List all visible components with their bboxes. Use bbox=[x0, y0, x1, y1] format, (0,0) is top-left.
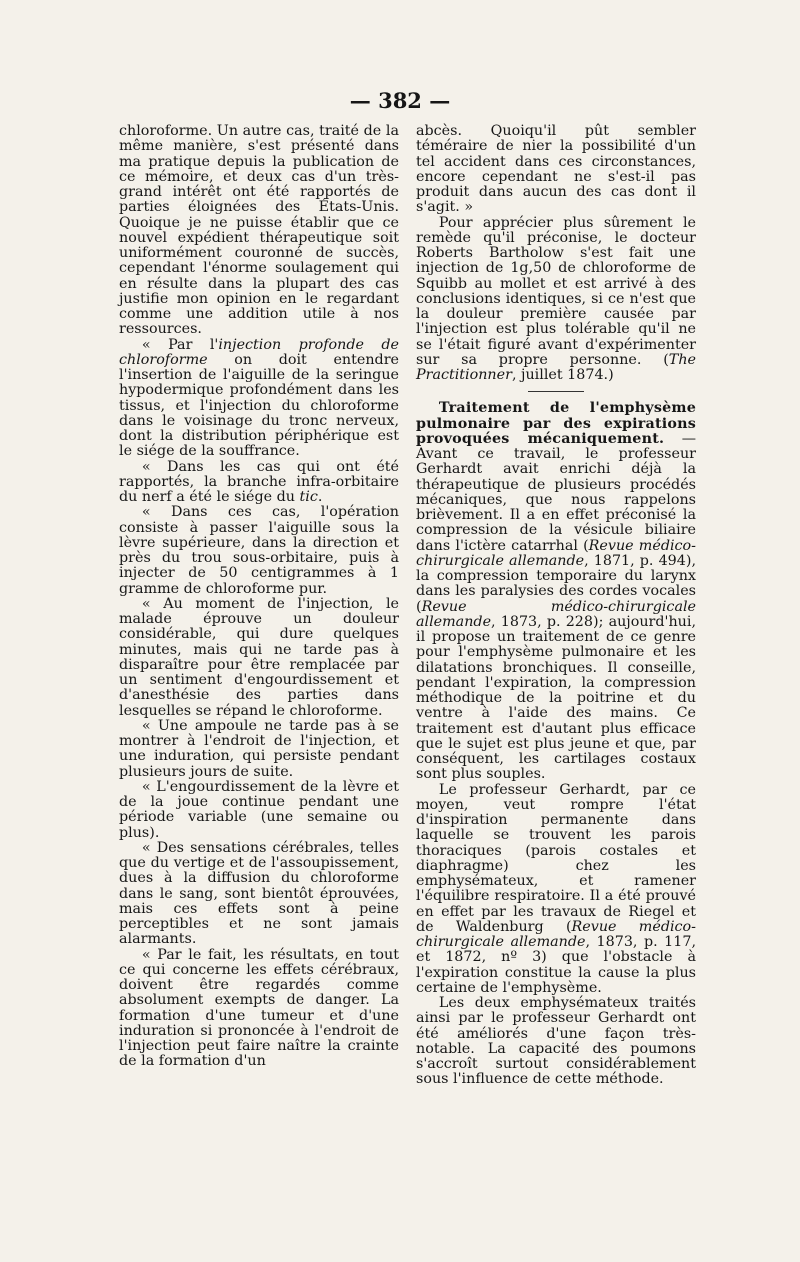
paragraph: « Par l'injection profonde de chloroforme on doit entendre l'insertion de l'aiguille de la seringue hypodermique profondément dans les tissus, et l'injection du chloroforme dans le voisinage du tronc nerveux, dont la distribution périphérique est le siége de la souffrance. bbox=[119, 336, 399, 460]
paragraph: « Une ampoule ne tarde pas à se montrer à l'endroit de l'injection, et une induration, qui persiste pendant plusieurs jours de suite. bbox=[119, 717, 399, 780]
paragraph: abcès. Quoiqu'il pût sembler téméraire de nier la possibilité d'un tel accident dans ces circonstances, encore cependant ne s'est-il pas produit dans aucun des cas dont il s'agit. » bbox=[416, 123, 696, 216]
section-paragraph: Traitement de l'emphysème pulmonaire par des expirations provoquées mécaniquement. — Avant ce travail, le professeur Gerhardt avait enrichi déjà la thérapeutique de plusieurs procédés mécaniques, que nous rappelons brièvement. Il a en effet préconisé la compression de la vésicule biliaire dans l'ictère catarrhal (Revue médico-chirurgicale allemande, 1871, p. 494), la compression temporaire du larynx dans les paralysies des cordes vocales (Revue médico-chirurgicale allemande, 1873, p. 228); aujourd'hui, il propose un traitement de ce genre pour l'emphysème pulmonaire et les dilatations bronchiques. Il conseille, pendant l'expiration, la compression méthodique de la poitrine et du ventre à l'aide des mains. Ce traitement est d'autant plus efficace que le sujet est plus jeune et que, par conséquent, les cartilages costaux sont plus souples. bbox=[416, 400, 696, 783]
section-title: Traitement de l'emphysème pulmonaire par des expirations provoquées mécaniquement. bbox=[416, 400, 696, 447]
right-column bbox=[416, 124, 696, 1088]
paragraph: chloroforme. Un autre cas, traité de la même manière, s'est présenté dans ma pratique depuis la publication de ce mémoire, et deux cas d'un très-grand intérêt ont été rapportés de parties éloignées des États-Unis. Quoique je ne puisse établir que ce nouvel expédient thérapeutique soit uniformément couronné de succès, cependant l'énorme soulagement qui en résulte dans la plupart des cas justifie mon opinion en le regardant comme une addition utile à nos ressources. bbox=[119, 123, 399, 338]
page-number: — 382 — bbox=[349, 88, 451, 113]
left-column bbox=[119, 124, 399, 1070]
paragraph: Le professeur Gerhardt, par ce moyen, veut rompre l'état d'inspiration permanente dans laquelle se trouvent les parois thoraciques (parois costales et diaphragme) chez les emphysémateux, et ramener l'équilibre respiratoire. Il a été prouvé en effet par les travaux de Riegel et de Waldenburg (Revue médico-chirurgicale allemande, 1873, p. 117, et 1872, nº 3) que l'obstacle à l'expiration constitue la cause la plus certaine de l'emphysème. bbox=[416, 781, 697, 996]
paragraph: « Des sensations cérébrales, telles que du vertige et de l'assoupissement, dues à la diffusion du chloroforme dans le sang, sont bientôt éprouvées, mais ces effets sont à peine perceptibles et ne sont jamais alarmants. bbox=[119, 839, 399, 948]
paragraph: « Par le fait, les résultats, en tout ce qui concerne les effets cérébraux, doivent être regardés comme absolument exempts de danger. La formation d'une tumeur et d'une induration si prononcée à l'endroit de l'injection peut faire naître la crainte de la formation d'un bbox=[119, 946, 399, 1070]
section-divider bbox=[528, 391, 584, 392]
paragraph: « L'engourdissement de la lèvre et de la joue continue pendant une période variable (une semaine ou plus). bbox=[119, 778, 399, 841]
paragraph: « Dans les cas qui ont été rapportés, la branche infra-orbitaire du nerf a été le siége du tic. bbox=[119, 458, 399, 505]
paragraph: « Au moment de l'injection, le malade éprouve un douleur considérable, qui dure quelques minutes, mais qui ne tarde pas à disparaître pour être remplacée par un sentiment d'engourdissement et d'anesthésie des parties dans lesquelles se répand le chloroforme. bbox=[119, 595, 399, 719]
paragraph: « Dans ces cas, l'opération consiste à passer l'aiguille sous la lèvre supérieure, dans la direction et près du trou sous-orbitaire, puis à injecter de 50 centigrammes à 1 gramme de chloroforme pur. bbox=[119, 504, 399, 597]
paragraph: Pour apprécier plus sûrement le remède qu'il préconise, le docteur Roberts Bartholow s'est fait une injection de 1g,50 de chloroforme de Squibb au mollet et est arrivé à des conclusions identiques, si ce n'est que la douleur première causée par l'injection est plus tolérable qu'il ne se l'était figuré avant d'expérimenter sur sa propre personne. (The Practitionner, juillet 1874.) bbox=[416, 214, 696, 383]
paragraph: Les deux emphysémateux traités ainsi par le professeur Gerhardt ont été améliorés d'une façon très-notable. La capacité des poumons s'accroît surtout considérablement sous l'influence de cette méthode. bbox=[416, 995, 696, 1088]
